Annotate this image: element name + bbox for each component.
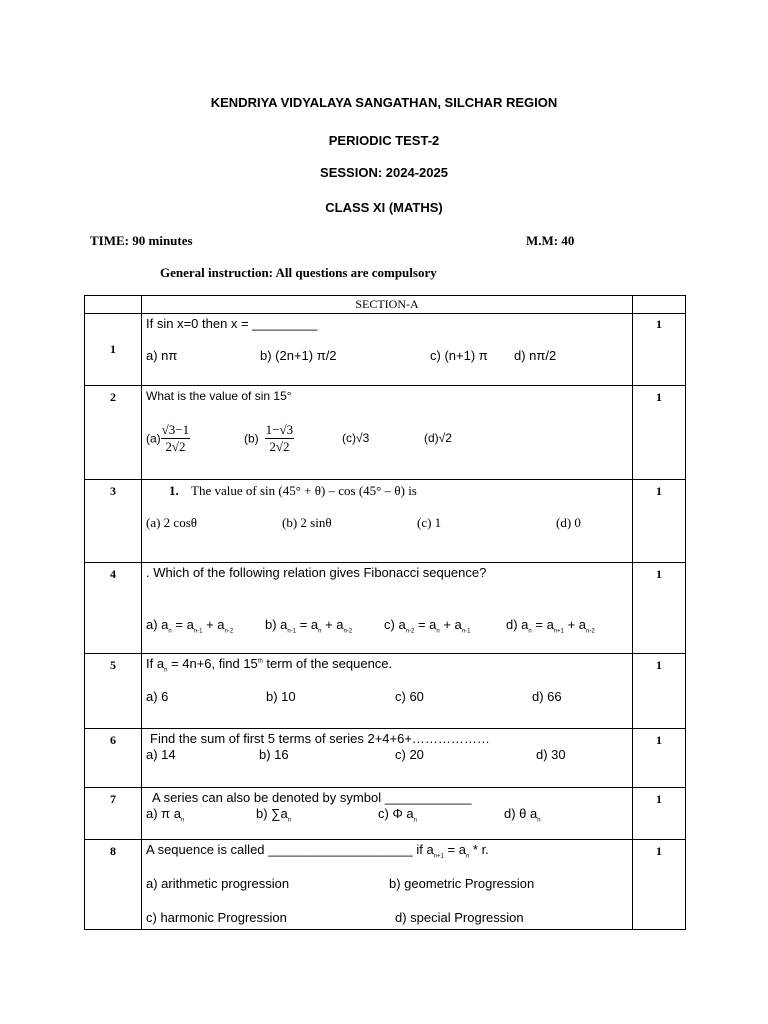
question-body	[142, 480, 633, 563]
question-marks: 1	[633, 729, 686, 788]
option-b: b) 16	[259, 747, 289, 762]
question-text: A series can also be denoted by symbol ____________	[152, 790, 472, 805]
question-row	[85, 840, 686, 930]
option-c: c) harmonic Progression	[146, 910, 287, 925]
option-b: b) (2n+1) π/2	[260, 348, 337, 363]
question-marks: 1	[633, 563, 686, 654]
option-b: b) $\sum a_n$	[256, 806, 292, 824]
question-number: 6	[85, 729, 142, 788]
question-row	[85, 729, 686, 788]
question-number: 8	[85, 840, 142, 930]
option-b: b) 10	[266, 689, 296, 704]
question-text: If $a_n = 4n+6$, find 15th term of the sequence.	[146, 656, 393, 674]
option-c: c) (n+1) π	[430, 348, 488, 363]
general-instruction: General instruction: All questions are compulsory	[160, 265, 437, 280]
question-marks: 1	[633, 314, 686, 386]
time-label: TIME: 90 minutes	[90, 233, 193, 248]
option-a-label: (a)	[146, 431, 161, 446]
question-text: What is the value of sin 15°	[146, 389, 292, 403]
question-marks: 1	[633, 654, 686, 729]
option-a: a) 6	[146, 689, 169, 704]
question-number: 2	[85, 386, 142, 480]
question-marks: 1	[633, 840, 686, 930]
option-d: d) 30	[536, 747, 566, 762]
option-c: c) Φ $a_n$	[378, 806, 417, 824]
question-number: 1	[85, 314, 142, 386]
question-row	[85, 654, 686, 729]
option-c: (c) 1	[417, 515, 442, 530]
option-d: d) 66	[532, 689, 562, 704]
question-text: A sequence is called ____________________ if $a_{n+1} = a_n * r$.	[146, 842, 489, 860]
question-number: 5	[85, 654, 142, 729]
option-a: a) 14	[146, 747, 176, 762]
option-a-denominator: 2√2	[165, 439, 186, 454]
option-a	[146, 422, 190, 455]
section-num-cell	[85, 296, 142, 314]
option-a: a) arithmetic progression	[146, 876, 290, 891]
question-row	[85, 480, 686, 563]
question-prefix: 1.	[169, 483, 179, 498]
section-marks-cell	[633, 296, 686, 314]
question-row	[85, 314, 686, 386]
option-a: a) $a_n = a_{n-1} + a_{n-2}$	[146, 617, 234, 635]
option-c: c) 60	[395, 689, 424, 704]
option-b: b) $a_{n-1} = a_n + a_{n-2}$	[265, 617, 353, 635]
option-d: (d) 0	[556, 515, 581, 530]
option-b-fraction	[265, 422, 294, 455]
test-title: PERIODIC TEST-2	[328, 133, 440, 148]
question-row	[85, 386, 686, 480]
question-marks: 1	[633, 480, 686, 563]
question-text: . Which of the following relation gives Fibonacci sequence?	[146, 565, 487, 580]
option-a-numerator: √3−1	[161, 422, 190, 437]
question-row	[85, 788, 686, 840]
question-body	[142, 654, 633, 729]
option-d: d) special Progression	[395, 910, 524, 925]
option-d: (d)√2	[424, 431, 452, 445]
question-table	[84, 295, 686, 930]
question-marks: 1	[633, 386, 686, 480]
option-a: (a) 2 cosθ	[146, 515, 197, 530]
option-d: d) θ $a_n$	[504, 806, 541, 824]
question-body	[142, 386, 633, 480]
class-title: CLASS XI (MATHS)	[325, 200, 443, 215]
option-b-denominator: 2√2	[269, 439, 290, 454]
question-body	[142, 563, 633, 654]
question-number: 7	[85, 788, 142, 840]
option-b: b) geometric Progression	[389, 876, 535, 891]
question-body	[142, 840, 633, 930]
question-number: 4	[85, 563, 142, 654]
question-text: If sin x=0 then x = _________	[146, 316, 318, 331]
section-row	[85, 296, 686, 314]
option-c: c) 20	[395, 747, 424, 762]
option-c: c) $a_{n-2} = a_n + a_{n-1}$	[384, 617, 471, 635]
question-body	[142, 788, 633, 840]
question-row	[85, 563, 686, 654]
question-body	[142, 729, 633, 788]
option-d: d) nπ/2	[514, 348, 557, 363]
question-text: Find the sum of first 5 terms of series 2+4+6+………………	[150, 731, 490, 746]
section-heading: SECTION-A	[142, 296, 633, 314]
option-a: a) nπ	[146, 348, 178, 363]
option-c: (c)√3	[342, 431, 370, 445]
option-b: (b) 2 sinθ	[282, 515, 332, 530]
option-a-fraction	[161, 422, 190, 455]
option-a: a) π $a_n$	[146, 806, 185, 824]
org-title: KENDRIYA VIDYALAYA SANGATHAN, SILCHAR REGION	[210, 95, 558, 110]
option-d: d) $a_n = a_{n+1} + a_{n-2}$	[506, 617, 595, 635]
option-b-numerator: 1−√3	[265, 422, 294, 437]
option-b-label: (b)	[244, 431, 259, 446]
question-text: The value of sin (45° + θ) – cos (45° – θ) is	[191, 483, 417, 498]
max-marks-label: M.M: 40	[526, 233, 575, 248]
session-title: SESSION: 2024-2025	[320, 165, 448, 180]
question-body	[142, 314, 633, 386]
question-number: 3	[85, 480, 142, 563]
option-b	[244, 422, 294, 455]
question-marks: 1	[633, 788, 686, 840]
